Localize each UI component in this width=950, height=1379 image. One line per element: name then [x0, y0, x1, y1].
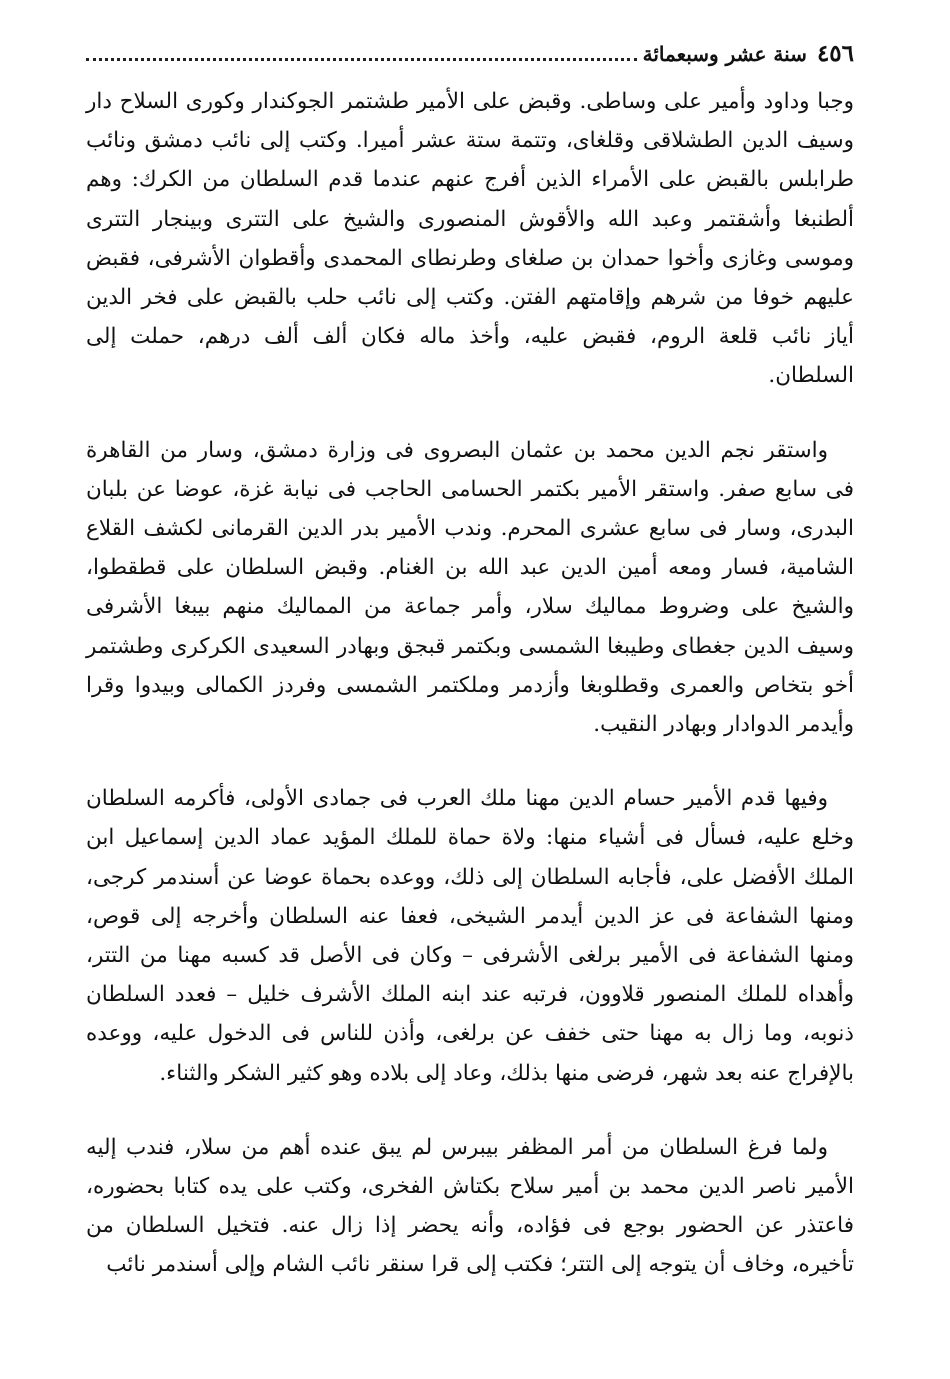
paragraph: وفيها قدم الأمير حسام الدين مهنا ملك العرب فى جمادى الأولى، فأكرمه السلطان وخلع عليه، فسأل فى أشياء منها: ولاة حماة للملك المؤيد عماد الدين إسماعيل ابن الملك الأفضل على، فأجابه السلطان إلى ذلك، ووعده بحماة عوضا عن أسندمر كرجى، ومنها الشفاعة فى عز الدين أيدمر الشيخى، فعفا عنه السلطان وأخرجه إلى قوص، ومنها الشفاعة فى الأمير برلغى الأشرفى – وكان فى الأصل قد كسبه مهنا من التتر، وأهداه للملك المنصور قلاوون، فرتبه عند ابنه الملك الأشرف خليل – فعدد السلطان ذنوبه، وما زال به مهنا حتى خفف عن برلغى، وأذن للناس فى الدخول عليه، ووعده بالإفراج عنه بعد شهر، فرضى منها بذلك، وعاد إلى بلاده وهو كثير الشكر والثناء. [86, 786, 854, 1086]
header-leader-dots [86, 57, 637, 61]
paragraph: واستقر نجم الدين محمد بن عثمان البصروى فى وزارة دمشق، وسار من القاهرة فى سابع صفر. واستقر الأمير بكتمر الحسامى الحاجب فى نيابة غزة، عوضا عن بلبان البدرى، وسار فى سابع عشرى المحرم. وندب الأمير بدر الدين القرمانى لكشف القلاع الشامية، فسار ومعه أمين الدين عبد الله بن الغنام. وقبض السلطان على قطقطوا، والشيخ على وضروط مماليك سلار، وأمر جماعة من المماليك منهم بيبغا الأشرفى وسيف الدين جغطاى وطيبغا الشمسى وبكتمر قبجق وبهادر السعيدى الكركرى وطشتمر أخو بتخاص والعمرى وقطلوبغا وأزدمر وملكتمر الشمسى وفردز الكمالى وبيدوا وقرا وأيدمر الدوادار وبهادر النقيب. [86, 437, 854, 738]
paragraph: ولما فرغ السلطان من أمر المظفر بيبرس لم يبق عنده أهم من سلار، فندب إليه الأمير ناصر الدين محمد بن أمير سلاح بكتاش الفخرى، وكتب على يده كتابا بحضوره، فاعتذر عن الحضور بوجع فى فؤاده، وأنه يحضر إذا زال عنه. فتخيل السلطان من تأخيره، وخاف أن يتوجه إلى التتر؛ فكتب إلى قرا سنقر نائب الشام وإلى أسندمر نائب [86, 1134, 854, 1278]
page-number: ٤٥٦ [816, 40, 854, 67]
running-title: سنة عشر وسبعمائة [642, 42, 807, 66]
paragraph: وجبا وداود وأمير على وساطى. وقبض على الأمير طشتمر الجوكندار وكورى السلاح دار وسيف الدين الطشلاقى وقلغاى، وتتمة ستة عشر أميرا. وكتب إلى نائب دمشق ونائب طرابلس بالقبض على الأمراء الذين أفرج عنهم عندما قدم السلطان من الكرك: وهم ألطنبغا وأشقتمر وعبد الله والأقوش المنصورى والشيخ على التترى وبينجار التترى وموسى وغازى وأخوا حمدان بن صلغاى وطرنطاى المحمدى وأقطوان الأشرفى، فقبض عليهم خوفا من شرهم وإقامتهم الفتن. وكتب إلى نائب حلب بالقبض على فخر الدين أياز نائب قلعة الروم، فقبض عليه، وأخذ ماله فكان ألف ألف درهم، حملت إلى السلطان. [86, 89, 854, 389]
page-header [86, 40, 854, 82]
document-page [86, 40, 854, 1370]
